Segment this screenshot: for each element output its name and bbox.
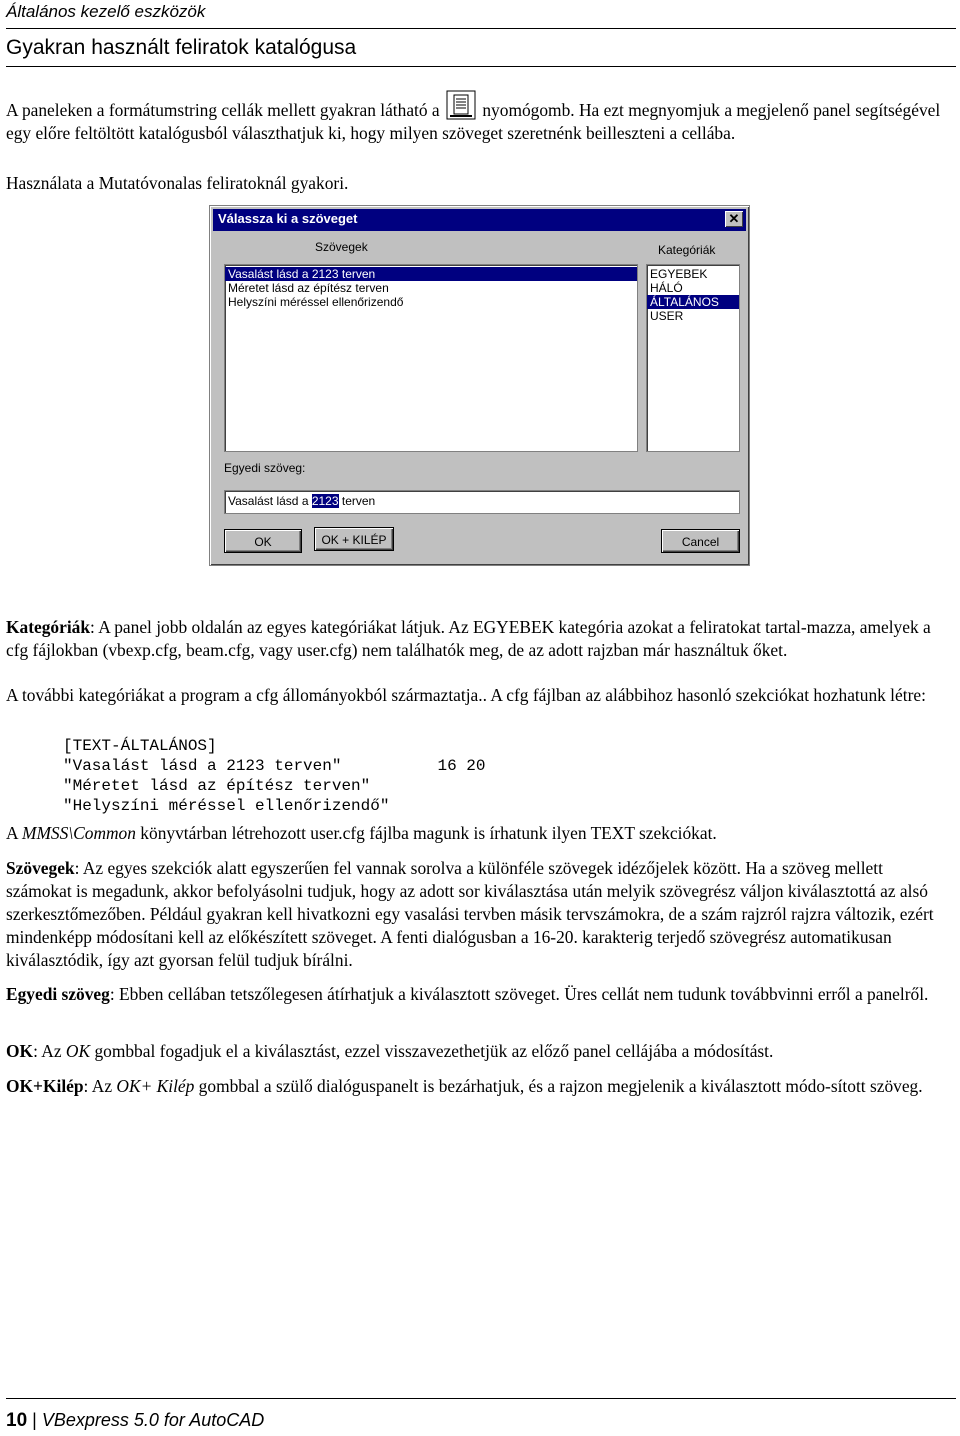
ok-exit-text-italic: OK+ Kilép [116, 1076, 195, 1096]
texts-listbox[interactable] [224, 264, 638, 452]
custom-text-text: : Ebben cellában tetszőlegesen átírhatjuk a kiválasztott szöveget. Üres cellát nem tudunk továbbvinni erről a panelről. [109, 984, 929, 1004]
footer-separator: | [32, 1410, 37, 1430]
categories-text: : A panel jobb oldalán az egyes kategóriákat látjuk. Az EGYEBEK kategória azokat a feliratokat tartal-mazza, amelyek a cfg fájlokban (vbexp.cfg, beam.cfg, vagy user.cfg) nem találhatók meg, de az adott rajzban már használtuk őket. [6, 617, 931, 660]
cancel-button[interactable]: Cancel [661, 529, 740, 553]
custom-text-field[interactable] [224, 490, 740, 514]
ok-button[interactable]: OK [224, 529, 302, 553]
text-list-item[interactable]: Helyszíni méréssel ellenőrizendő [228, 295, 404, 309]
further-paragraph: A további kategóriákat a program a cfg állományokból származtatja.. A cfg fájlban az alábbihoz hasonló szekciókat hozhatunk létre: [6, 685, 926, 705]
page-footer [6, 1410, 264, 1432]
ok-term: OK [6, 1041, 34, 1061]
section-title: Gyakran használt feliratok katalógusa [6, 36, 357, 59]
dialog-titlebar [213, 209, 746, 231]
ok-exit-text-b: gombbal a szülő dialóguspanelt is bezárhatjuk, és a rajzon megjelenik a kiválasztott módo-sított szöveg. [194, 1076, 923, 1096]
custom-text-paragraph [6, 983, 946, 1006]
texts-label: Szövegek [315, 240, 368, 254]
texts-paragraph [6, 857, 946, 972]
texts-term: Szövegek [6, 858, 75, 878]
running-header: Általános kezelő eszközök [6, 2, 206, 21]
category-list-item[interactable]: HÁLÓ [650, 281, 683, 295]
custom-text-after: terven [338, 494, 376, 508]
footer-product: VBexpress 5.0 for AutoCAD [41, 1410, 265, 1430]
categories-label: Kategóriák [658, 243, 716, 257]
texts-text: : Az egyes szekciók alatt egyszerűen fel vannak sorolva a különféle szövegek idézőjelek között. Ha a szöveg mellett számokat is megadunk, akkor befolyásolni tudjuk, hogy az adott sor kiválasztása után melyik szövegrész váljon kiválasztottá az alsó szerkesztőmezőben. Például gyakran kell hivatkozni egy vasalási tervben másik tervszámokra, de a szám rajzról rajzra változik, ezért mindenképp módosítani kell az előkészített szöveget. A fenti dialógusban a 16-20. karakterig terjedő szövegrész automatikusan kiválasztódik, így azt gyorsan felül tudjuk bírálni. [6, 858, 934, 970]
custom-text-label: Egyedi szöveg: [224, 461, 306, 475]
ok-exit-text-a: : Az [83, 1076, 117, 1096]
cfg-code-block [63, 736, 485, 816]
text-list-item[interactable]: Vasalást lásd a 2123 terven [225, 267, 637, 281]
code-line: "Méretet lásd az építész terven" [63, 777, 371, 795]
code-line: [TEXT-ÁLTALÁNOS] [63, 737, 217, 755]
intro-text-after: nyomógomb. Ha ezt megnyomjuk a megjelenő panel segítségével egy előre feltöltött katalógusból választhatjuk ki, hogy milyen szöveget szeretnénk beilleszteni a cellába. [6, 100, 941, 143]
ok-exit-term: OK+Kilép [6, 1076, 84, 1096]
custom-text-term: Egyedi szöveg [6, 984, 110, 1004]
code-line: "Helyszíni méréssel ellenőrizendő" [63, 797, 390, 815]
category-list-item[interactable]: ÁLTALÁNOS [647, 295, 739, 309]
categories-term: Kategóriák [6, 617, 91, 637]
custom-text-before: Vasalást lásd a [228, 494, 312, 508]
list-button-icon [446, 90, 476, 120]
category-list-item[interactable]: USER [650, 309, 684, 323]
usage-paragraph: Használata a Mutatóvonalas feliratoknál gyakori. [6, 173, 349, 193]
section-rule [6, 66, 956, 67]
intro-paragraph [6, 90, 946, 145]
ok-text-italic: OK [65, 1041, 91, 1061]
code-line: "Vasalást lásd a 2123 terven" 16 20 [63, 757, 486, 775]
header-rule [6, 28, 956, 29]
footer-rule [6, 1398, 956, 1399]
mmss-after: könyvtárban létrehozott user.cfg fájlba magunk is írhatunk ilyen TEXT szekciókat. [135, 823, 717, 843]
intro-text-before: A paneleken a formátumstring cellák mellett gyakran látható a [6, 100, 440, 120]
mmss-path: MMSS\Common [21, 823, 136, 843]
categories-listbox[interactable] [646, 264, 740, 452]
ok-paragraph [6, 1040, 946, 1063]
select-text-dialog [209, 205, 750, 566]
category-list-item[interactable]: EGYEBEK [650, 267, 708, 281]
categories-paragraph [6, 616, 946, 662]
ok-text-a: : Az [33, 1041, 66, 1061]
text-list-item[interactable]: Méretet lásd az építész terven [228, 281, 389, 295]
ok-exit-button[interactable]: OK + KILÉP [314, 527, 394, 551]
ok-exit-paragraph [6, 1075, 946, 1098]
close-icon[interactable]: ✕ [725, 211, 743, 227]
custom-text-selection: 2123 [311, 494, 339, 508]
dialog-title: Válassza ki a szöveget [218, 211, 358, 226]
ok-text-b: gombbal fogadjuk el a kiválasztást, ezzel visszavezethetjük az előző panel cellájába a módosítást. [90, 1041, 774, 1061]
mmss-before: A [6, 823, 22, 843]
page-number: 10 [6, 1410, 28, 1431]
mmss-paragraph [6, 822, 946, 845]
